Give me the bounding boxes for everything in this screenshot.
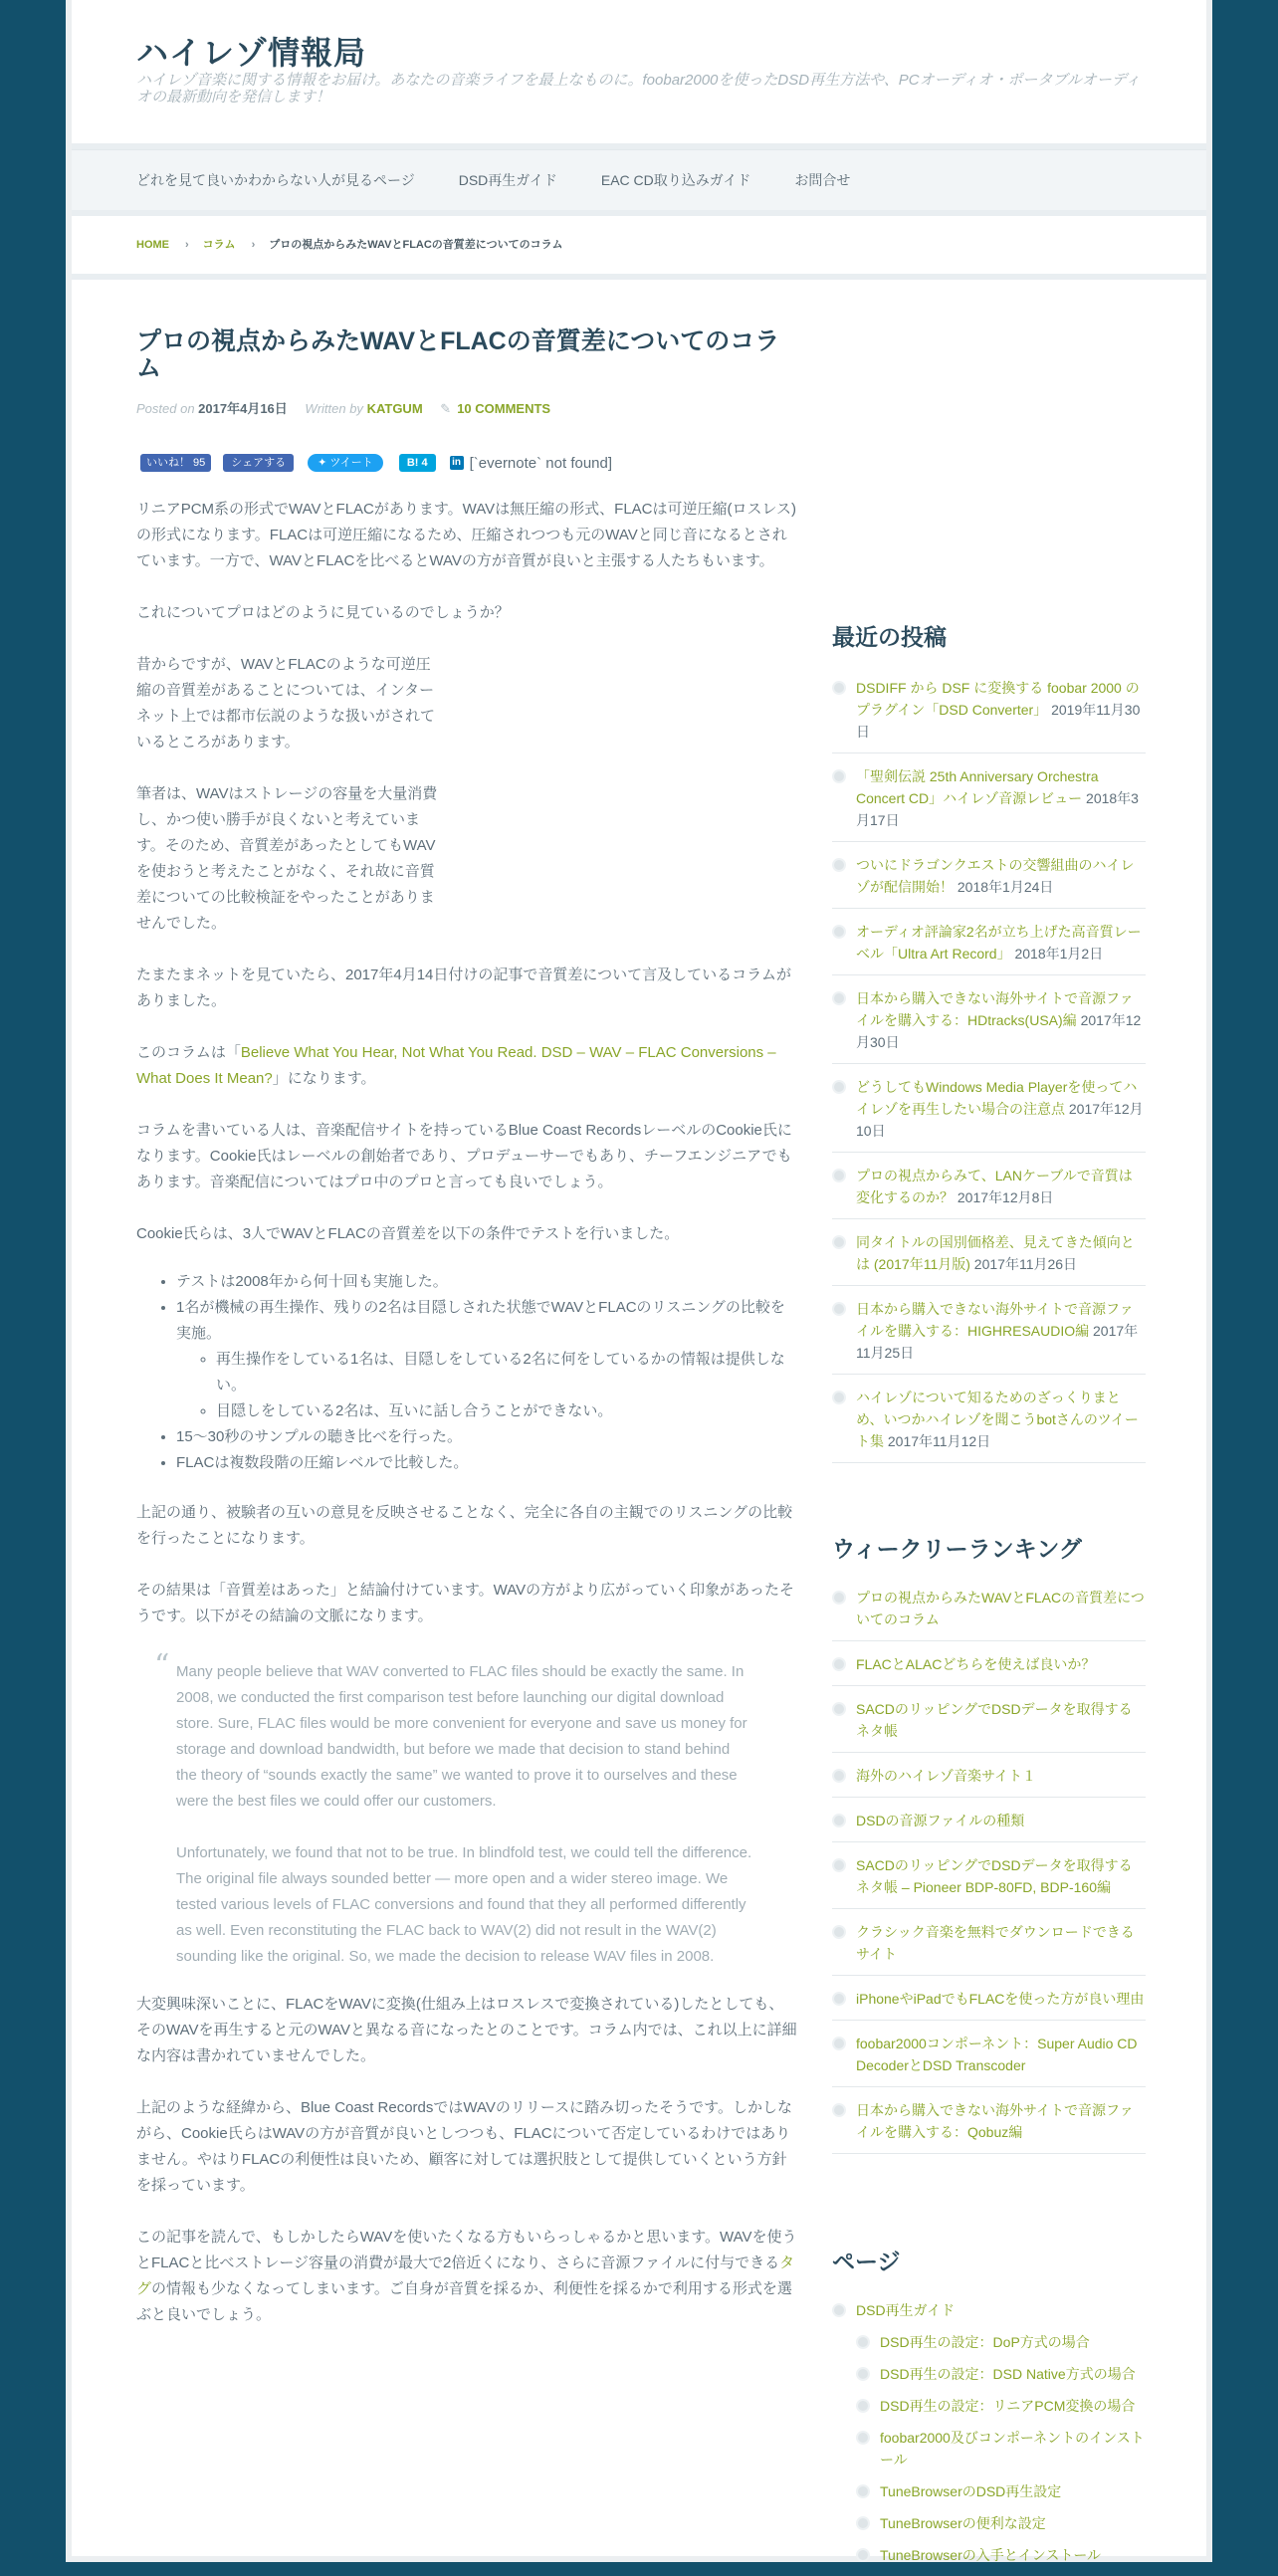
- bullet-icon: [856, 2516, 870, 2530]
- breadcrumb-separator: ›: [251, 239, 256, 251]
- twitter-icon: ✦: [318, 457, 330, 469]
- post-author[interactable]: KATGUM: [366, 401, 423, 416]
- page-item: [832, 2299, 1146, 2321]
- recent-post-item: [832, 921, 1146, 975]
- evernote-placeholder: [`evernote` not found]: [469, 454, 613, 472]
- bullet-icon: [832, 1391, 846, 1404]
- comment-icon: ✎: [440, 401, 452, 416]
- page-link[interactable]: DSD再生の設定：リニアPCM変換の場合: [880, 2398, 1136, 2414]
- bullet-icon: [832, 1992, 846, 2006]
- post-date[interactable]: 2017年4月16日: [198, 401, 288, 416]
- ranking-item: [832, 2033, 1146, 2087]
- post-meta: [136, 398, 798, 417]
- page-link[interactable]: DSD再生ガイド: [856, 2302, 956, 2318]
- bullet-icon: [856, 2431, 870, 2445]
- recent-post-date: 2017年12月10日: [856, 1101, 1144, 1139]
- body-paragraph: 上記のような経緯から、Blue Coast RecordsではWAVのリリースに踏み切ったそうです。しかしながら、Cookie氏らはWAVの方が音質が良いとしつつも、FLACについて否定しているわけではありません。やはりFLACの利便性は良いため、顧客に対しては選択肢として提供していくという方針を採っています。: [136, 2099, 792, 2194]
- body-paragraph: [136, 1040, 798, 1092]
- breadcrumb-home[interactable]: HOME: [136, 239, 169, 251]
- breadcrumb-separator: ›: [185, 239, 189, 251]
- ranking-item: [832, 1988, 1146, 2021]
- recent-post-link[interactable]: 日本から購入できない海外サイトで音源ファイルを購入する：HIGHRESAUDIO編: [856, 1301, 1134, 1339]
- ranking-item: [832, 1765, 1146, 1798]
- bullet-icon: [832, 2103, 846, 2117]
- recent-post-link[interactable]: ハイレゾについて知るためのざっくりまとめ、いつかハイレゾを聞こうbotさんのツイート集: [856, 1390, 1139, 1449]
- weekly-ranking-list: [832, 1587, 1146, 2166]
- page-link[interactable]: DSD再生の設定：DoP方式の場合: [880, 2334, 1090, 2350]
- quote-paragraph: Unfortunately, we found that not to be true. In blindfold test, we could tell the difference. The original file always sounded better — more open and a wider stereo image. We tested various levels of FLAC conversions and found that they all performed differently as well. Even reconstituting the FLAC back to WAV(2) did not result in the WAV(2) sounding like the original. So, we made the decision to release WAV files in 2008.: [176, 1844, 752, 1965]
- ranking-link[interactable]: 日本から購入できない海外サイトで音源ファイルを購入する：Qobuz編: [856, 2102, 1134, 2140]
- page-link[interactable]: DSD再生の設定：DSD Native方式の場合: [880, 2366, 1136, 2382]
- list-item-text: 1名が機械の再生操作、残りの2名は目隠しされた状態でWAVとFLACのリスニングの比較を実施。: [176, 1299, 785, 1342]
- quote-paragraph: Many people believe that WAV converted to FLAC files should be exactly the same. In 2008, we conducted the first comparison test before launching our digital download store. Sure, FLAC files would be more convenient for everyone and save us money for storage and download bandwidth, but before we made that decision to stand behind the theory of “sounds exactly the same” we wanted to prove it to ourselves and these were the best files we could offer our customers.: [176, 1663, 747, 1810]
- body-paragraph: コラムを書いている人は、音楽配信サイトを持っているBlue Coast RecordsレーベルのCookie氏になります。Cookie氏はレーベルの創始者であり、プロデューサーでもあり、チーフエンジニアでもあります。音楽配信についてはプロ中のプロと言っても良いでしょう。: [136, 1122, 792, 1190]
- recent-post-item: [832, 1165, 1146, 1219]
- list-item: • 15～30秒のサンプルの聴き比べを行った。: [176, 1424, 798, 1450]
- recent-post-link[interactable]: ついにドラゴンクエストの交響組曲のハイレゾが配信開始！: [856, 857, 1135, 895]
- page-item: [856, 2395, 1146, 2417]
- bullet-icon: [832, 858, 846, 872]
- page-link[interactable]: foobar2000及びコンポーネントのインストール: [880, 2430, 1145, 2468]
- bullet-icon: [856, 2399, 870, 2413]
- recent-post-date: 2017年12月8日: [957, 1189, 1054, 1205]
- body-paragraph: 昔からですが、WAVとFLACのような可逆圧縮の音質差があることについては、インターネット上では都市伝説のような扱いがされているところがあります。: [136, 656, 436, 751]
- page-item: [856, 2331, 1146, 2353]
- tag-link[interactable]: タグ: [136, 2254, 795, 2297]
- recent-post-date: 2017年11月26日: [973, 1256, 1078, 1272]
- bullet-icon: [832, 925, 846, 939]
- recent-post-link[interactable]: 同タイトルの国別価格差、見えてきた傾向とは (2017年11月版): [856, 1234, 1135, 1272]
- recent-post-item: [832, 1298, 1146, 1375]
- page-item: [856, 2427, 1146, 2470]
- list-item: ◦ 目隠しをしている2名は、互いに話し合うことができない。: [216, 1398, 798, 1424]
- ranking-link[interactable]: iPhoneやiPadでもFLACを使った方が良い理由: [856, 1991, 1145, 2007]
- written-by-label: Written by: [305, 401, 363, 416]
- body-paragraph: その結果は「音質差はあった」と結論付けています。WAVの方がより広がっていく印象があったそうです。以下がその結論の文脈になります。: [136, 1582, 795, 1624]
- recent-post-date: 2018年3月17日: [856, 790, 1139, 828]
- page-link[interactable]: TuneBrowserの入手とインストール: [880, 2547, 1102, 2563]
- nav-item-eac-guide[interactable]: EAC CD取り込みガイド: [600, 172, 751, 188]
- recent-post-link[interactable]: どうしてもWindows Media Playerを使ってハイレゾを再生したい場合の注意点: [856, 1079, 1138, 1117]
- ranking-link[interactable]: SACDのリッピングでDSDデータを取得するネタ帳 – Pioneer BDP-80FD, BDP-160編: [856, 1857, 1133, 1895]
- ranking-link[interactable]: プロの視点からみたWAVとFLACの音質差についてのコラム: [856, 1590, 1145, 1627]
- page-link[interactable]: TuneBrowserのDSD再生設定: [880, 2483, 1062, 2499]
- weekly-ranking-title: ウィークリーランキング: [832, 1536, 1082, 1562]
- site-header: [72, 0, 1206, 149]
- breadcrumb: [72, 216, 1206, 280]
- bullet-icon: [832, 2303, 846, 2317]
- bullet-icon: [832, 1235, 846, 1249]
- bullet-icon: [832, 1814, 846, 1827]
- body-paragraph: リニアPCM系の形式でWAVとFLACがあります。WAVは無圧縮の形式、FLACは可逆圧縮(ロスレス)の形式になります。FLACは可逆圧縮になるため、圧縮されつつも元のWAVと同じ音になるとされています。一方で、WAVとFLACを比べるとWAVの方が音質が良いと主張する人たちもいます。: [136, 501, 797, 569]
- page-link[interactable]: TuneBrowserの便利な設定: [880, 2515, 1046, 2531]
- pages-list: [832, 2299, 1146, 2576]
- post-article: [136, 328, 798, 2328]
- recent-post-item: [832, 1231, 1146, 1286]
- site-description: ハイレゾ音楽に関する情報をお届け。あなたの音楽ライフを最上なものに。foobar2000を使ったDSD再生方法や、PCオーディオ・ポータブルオーディオの最新動向を発信します！: [136, 72, 1141, 106]
- ranking-item: [832, 1921, 1146, 1976]
- bullet-icon: [832, 991, 846, 1005]
- bullet-icon: [856, 2484, 870, 2498]
- breadcrumb-current: プロの視点からみたWAVとFLACの音質差についてのコラム: [269, 239, 563, 251]
- bullet-icon: [832, 769, 846, 783]
- list-item: • FLACは複数段階の圧縮レベルで比較した。: [176, 1450, 798, 1476]
- ranking-link[interactable]: foobar2000コンポーネント：Super Audio CD DecoderとDSD Transcoder: [856, 2036, 1138, 2073]
- quote-icon: “: [154, 1648, 170, 1683]
- ranking-link[interactable]: SACDのリッピングでDSDデータを取得するネタ帳: [856, 1701, 1133, 1739]
- recent-posts-list: [832, 677, 1146, 1475]
- recent-post-date: 2018年1月2日: [1014, 946, 1104, 962]
- hatena-bookmark-button[interactable]: B! 4: [399, 454, 436, 472]
- nav-item-contact[interactable]: お問合せ: [794, 172, 851, 188]
- bullet-icon: [832, 1080, 846, 1094]
- ranking-link[interactable]: 海外のハイレゾ音楽サイト１: [856, 1768, 1037, 1784]
- list-item: [176, 1295, 798, 1424]
- page-container: [72, 0, 1206, 2563]
- tweet-button[interactable]: [308, 454, 383, 472]
- main-navigation: [72, 149, 1206, 216]
- nav-item-beginner[interactable]: どれを見て良いかわからない人が見るページ: [136, 172, 415, 188]
- test-conditions-list: [136, 1269, 798, 1476]
- ranking-link[interactable]: FLACとALACどちらを使えば良いか？: [856, 1656, 1096, 1672]
- bullet-icon: [832, 1858, 846, 1872]
- body-paragraph: 上記の通り、被験者の互いの意見を反映させることなく、完全に各自の主観でのリスニングの比較を行ったことになります。: [136, 1504, 793, 1547]
- share-buttons: [136, 453, 798, 473]
- bullet-icon: [832, 681, 846, 695]
- text-fragment: の情報も少なくなってしまいます。ご自身が音質を採るか、利便性を採るかで利用する形式を選ぶと良いでしょう。: [136, 2280, 792, 2323]
- facebook-like-button[interactable]: いいね！ 95: [140, 454, 211, 472]
- site-title[interactable]: ハイレゾ情報局: [136, 35, 367, 71]
- recent-post-date: 2017年11月12日: [887, 1433, 991, 1449]
- ranking-item: [832, 1810, 1146, 1842]
- bullet-icon: [832, 1169, 846, 1182]
- ranking-link[interactable]: クラシック音楽を無料でダウンロードできるサイト: [856, 1924, 1135, 1962]
- nav-item-dsd-guide[interactable]: DSD再生ガイド: [458, 172, 557, 188]
- post-title: プロの視点からみたWAVとFLACの音質差についてのコラム: [136, 327, 780, 382]
- recent-post-item: [832, 854, 1146, 909]
- page-item: [856, 2512, 1146, 2534]
- ranking-item: [832, 1653, 1146, 1686]
- bullet-icon: [832, 1769, 846, 1783]
- body-paragraph: 筆者は、WAVはストレージの容量を大量消費し、かつ使い勝手が良くないと考えています。そのため、音質差があったとしてもWAVを使おうと考えたことがなく、それ故に音質差についての比較検証をやったことがありませんでした。: [136, 785, 438, 932]
- recent-post-item: [832, 987, 1146, 1064]
- recent-post-date: 2019年11月30日: [856, 702, 1141, 740]
- page-item: [856, 2544, 1146, 2566]
- recent-post-link[interactable]: 「聖剣伝説 25th Anniversary Orchestra Concert CD」ハイレゾ音源レビュー: [856, 768, 1099, 806]
- body-paragraph: これについてプロはどのように見ているのでしょうか？: [136, 604, 510, 621]
- body-paragraph: [136, 2225, 798, 2328]
- page-item: [856, 2480, 1146, 2502]
- bullet-icon: [832, 1302, 846, 1316]
- body-paragraph: たまたまネットを見ていたら、2017年4月14日付けの記事で音質差について言及しているコラムがありました。: [136, 966, 791, 1009]
- recent-posts-title: 最近の投稿: [832, 624, 947, 650]
- recent-post-link[interactable]: プロの視点からみて、LANケーブルで音質は変化するのか？: [856, 1168, 1133, 1205]
- text-fragment: 」になります。: [272, 1070, 376, 1087]
- bullet-icon: [856, 2548, 870, 2562]
- text-fragment: この記事を読んで、もしかしたらWAVを使いたくなる方もいらっしゃるかと思います。WAVを使うとFLACと比べストレージ容量の消費が最大で2倍近くになり、さらに音源ファイルに付与できる: [136, 2229, 797, 2271]
- facebook-share-button[interactable]: シェアする: [223, 454, 294, 472]
- breadcrumb-category[interactable]: コラム: [202, 239, 236, 251]
- recent-post-item: [832, 677, 1146, 753]
- body-paragraph: 大変興味深いことに、FLACをWAVに変換(仕組み上はロスレスで変換されている)したとしても、そのWAVを再生すると元のWAVと異なる音になったとのことです。コラム内では、これ以上に詳細な内容は書かれていませんでした。: [136, 1996, 797, 2064]
- recent-post-link[interactable]: オーディオ評論家2名が立ち上げた高音質レーベル「Ultra Art Record」: [856, 924, 1142, 962]
- list-item: • テストは2008年から何十回も実施した。: [176, 1269, 798, 1295]
- pages-title: ページ: [832, 2249, 901, 2274]
- ranking-item: [832, 1698, 1146, 1753]
- recent-post-link[interactable]: 日本から購入できない海外サイトで音源ファイルを購入する：HDtracks(USA)編: [856, 990, 1134, 1028]
- page-item: [856, 2363, 1146, 2385]
- column-link[interactable]: Believe What You Hear, Not What You Read. DSD – WAV – FLAC Conversions – What Does It Mean?: [136, 1044, 776, 1087]
- recent-post-link[interactable]: DSDIFF から DSF に変換する foobar 2000 のプラグイン「DSD Converter」: [856, 680, 1140, 718]
- bullet-icon: [832, 1591, 846, 1605]
- ranking-item: [832, 1854, 1146, 1909]
- list-item: ◦ 再生操作をしている1名は、目隠しをしている2名に何をしているかの情報は提供しない。: [216, 1347, 798, 1398]
- bullet-icon: [856, 2367, 870, 2381]
- posted-on-label: Posted on: [136, 401, 195, 416]
- comments-link[interactable]: 10 COMMENTS: [457, 401, 551, 416]
- body-paragraph: Cookie氏らは、3人でWAVとFLACの音質差を以下の条件でテストを行いました。: [136, 1225, 680, 1242]
- recent-post-item: [832, 1387, 1146, 1463]
- recent-post-date: 2018年1月24日: [957, 879, 1054, 895]
- text-fragment: このコラムは「: [136, 1044, 241, 1061]
- recent-post-item: [832, 1076, 1146, 1153]
- recent-post-item: [832, 765, 1146, 842]
- ranking-item: [832, 2099, 1146, 2154]
- bullet-icon: [832, 1702, 846, 1716]
- bullet-icon: [832, 2037, 846, 2050]
- recent-post-date: 2017年12月30日: [856, 1012, 1142, 1050]
- tweet-label: ツイート: [329, 457, 373, 469]
- bullet-icon: [832, 1657, 846, 1671]
- ranking-item: [832, 1587, 1146, 1641]
- recent-post-date: 2017年11月25日: [856, 1323, 1139, 1361]
- bullet-icon: [832, 1925, 846, 1939]
- linkedin-icon[interactable]: in: [450, 456, 464, 470]
- quote-block: [154, 1648, 763, 1970]
- ranking-link[interactable]: DSDの音源ファイルの種類: [856, 1813, 1025, 1828]
- bullet-icon: [856, 2335, 870, 2349]
